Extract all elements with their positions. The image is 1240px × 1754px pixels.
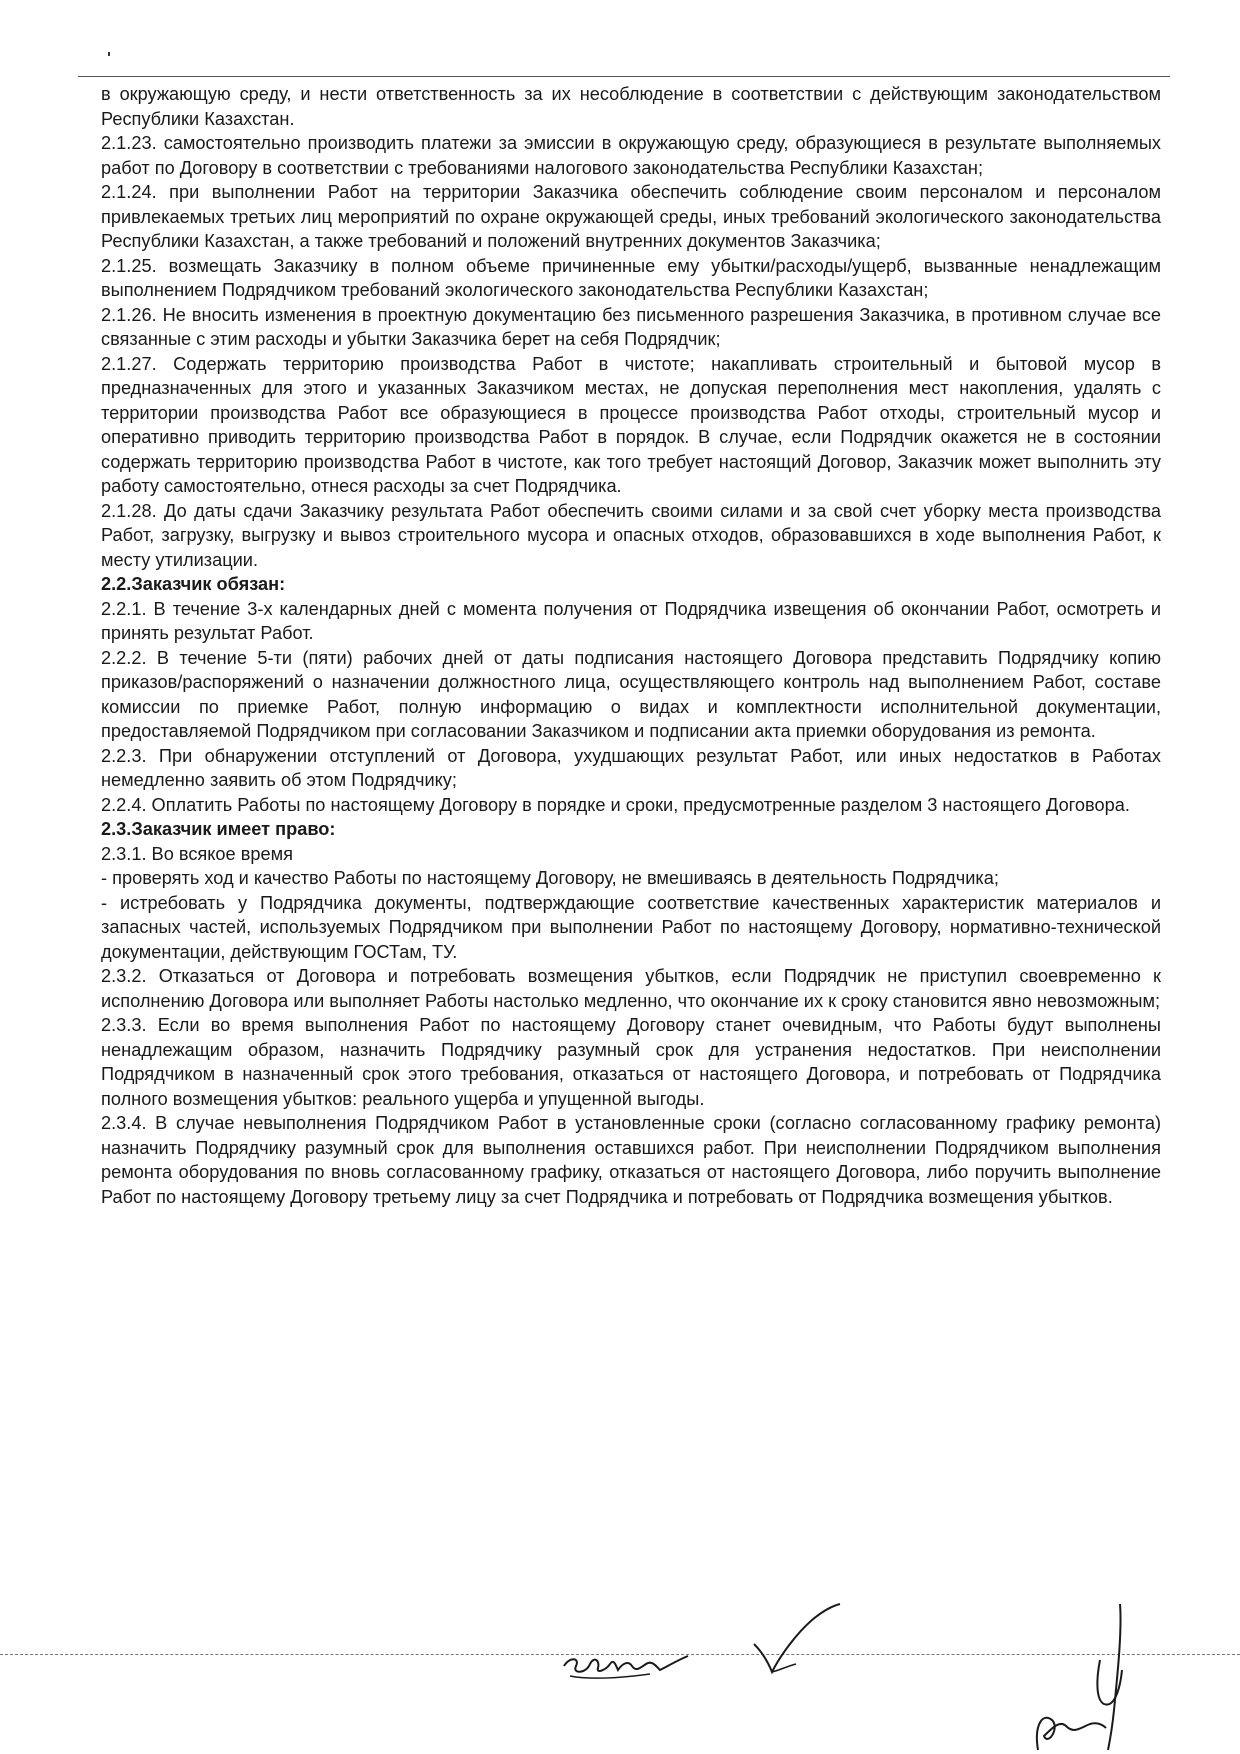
- paragraph: 2.1.23. самостоятельно производить платежи за эмиссии в окружающую среду, образующиеся в результате выполняемых работ по Договору в соответствии с требованиями налогового законодательства Республики Казахстан;: [101, 133, 1161, 178]
- paragraph: 2.1.25. возмещать Заказчику в полном объеме причиненные ему убытки/расходы/ущерб, вызванные ненадлежащим выполнением Подрядчиком требований экологического законодательства Республики Казахстан;: [101, 255, 1161, 300]
- paragraph: 2.2.2. В течение 5-ти (пяти) рабочих дней от даты подписания настоящего Договора представить Подрядчику копию приказов/распоряжений о назначении должностного лица, осуществляющего контроль над выполнением Работ, составе комиссии по приемке Работ, полную информацию о видах и комплектности исполнительной документации, предоставляемой Подрядчиком при согласовании Заказчиком и подписании акта приемки оборудования из ремонта.: [101, 647, 1161, 741]
- section-heading: 2.2.Заказчик обязан:: [101, 574, 286, 594]
- paragraph: - истребовать у Подрядчика документы, подтверждающие соответствие качественных характеристик материалов и запасных частей, используемых Подрядчиком при выполнении Работ по настоящему Договору, нормативно-технической документации, действующим ГОСТам, ТУ.: [101, 892, 1161, 962]
- top-rule: [78, 76, 1170, 77]
- section-heading: 2.3.Заказчик имеет право:: [101, 819, 336, 839]
- paragraph: 2.2.4. Оплатить Работы по настоящему Договору в порядке и сроки, предусмотренные разделом 3 настоящего Договора.: [101, 794, 1130, 815]
- paragraph: 2.2.1. В течение 3-х календарных дней с момента получения от Подрядчика извещения об окончании Работ, осмотреть и принять результат Работ.: [101, 598, 1161, 643]
- scan-mark: [108, 52, 110, 56]
- paragraph: 2.2.3. При обнаружении отступлений от Договора, ухудшающих результат Работ, или иных недостатков в Работах немедленно заявить об этом Подрядчику;: [101, 745, 1161, 790]
- signature-3: [1030, 1600, 1170, 1754]
- paragraph: 2.3.4. В случае невыполнения Подрядчиком Работ в установленные сроки (согласно согласованному графику ремонта) назначить Подрядчику разумный срок для выполнения оставшихся работ. При неисполнении Подрядчиком выполнения ремонта оборудования по вновь согласованному графику, отказаться от настоящего Договора, либо поручить выполнение Работ по настоящему Договору третьему лицу за счет Подрядчика и потребовать от Подрядчика возмещения убытков.: [101, 1113, 1161, 1207]
- paragraph: в окружающую среду, и нести ответственность за их несоблюдение в соответствии с действующим законодательством Республики Казахстан.: [101, 84, 1161, 129]
- signature-1: [560, 1630, 700, 1690]
- paragraph: 2.1.27. Содержать территорию производства Работ в чистоте; накапливать строительный и бытовой мусор в предназначенных для этого и указанных Заказчиком местах, не допуская переполнения мест накопления, удалять с территории производства Работ все образующиеся в процессе производства Работ отходы, строительный мусор и оперативно приводить территорию производства Работ в порядок. В случае, если Подрядчик окажется не в состоянии содержать территорию производства Работ в чистоте, как того требует настоящий Договор, Заказчик может выполнить эту работу самостоятельно, отнеся расходы за счет Подрядчика.: [101, 353, 1161, 496]
- paragraph: 2.3.1. Во всякое время: [101, 843, 293, 864]
- paragraph: 2.1.26. Не вносить изменения в проектную документацию без письменного разрешения Заказчика, в противном случае все связанные с этим расходы и убытки Заказчика берет на себя Подрядчик;: [101, 304, 1161, 349]
- paragraph: 2.3.2. Отказаться от Договора и потребовать возмещения убытков, если Подрядчик не приступил своевременно к исполнению Договора или выполняет Работы настолько медленно, что окончание их к сроку становится явно невозможным;: [101, 966, 1161, 1011]
- paragraph: 2.1.28. До даты сдачи Заказчику результата Работ обеспечить своими силами и за свой счет уборку места производства Работ, загрузку, выгрузку и вывоз строительного мусора и опасных отходов, образовавшихся в ходе выполнения Работ, к месту утилизации.: [101, 500, 1161, 570]
- paragraph: 2.3.3. Если во время выполнения Работ по настоящему Договору станет очевидным, что Работы будут выполнены ненадлежащим образом, назначить Подрядчику разумный срок для устранения недостатков. При неисполнении Подрядчиком в назначенный срок этого требования, отказаться от настоящего Договора, и потребовать от Подрядчика полного возмещения убытков: реального ущерба и упущенной выгоды.: [101, 1015, 1161, 1109]
- signature-2: [750, 1600, 870, 1680]
- document-body: [101, 82, 1161, 1209]
- paragraph: - проверять ход и качество Работы по настоящему Договору, не вмешиваясь в деятельность Подрядчика;: [101, 868, 999, 888]
- paragraph: 2.1.24. при выполнении Работ на территории Заказчика обеспечить соблюдение своим персоналом и персоналом привлекаемых третьих лиц мероприятий по охране окружающей среды, иных требований экологического законодательства Республики Казахстан, а также требований и положений внутренних документов Заказчика;: [101, 182, 1161, 251]
